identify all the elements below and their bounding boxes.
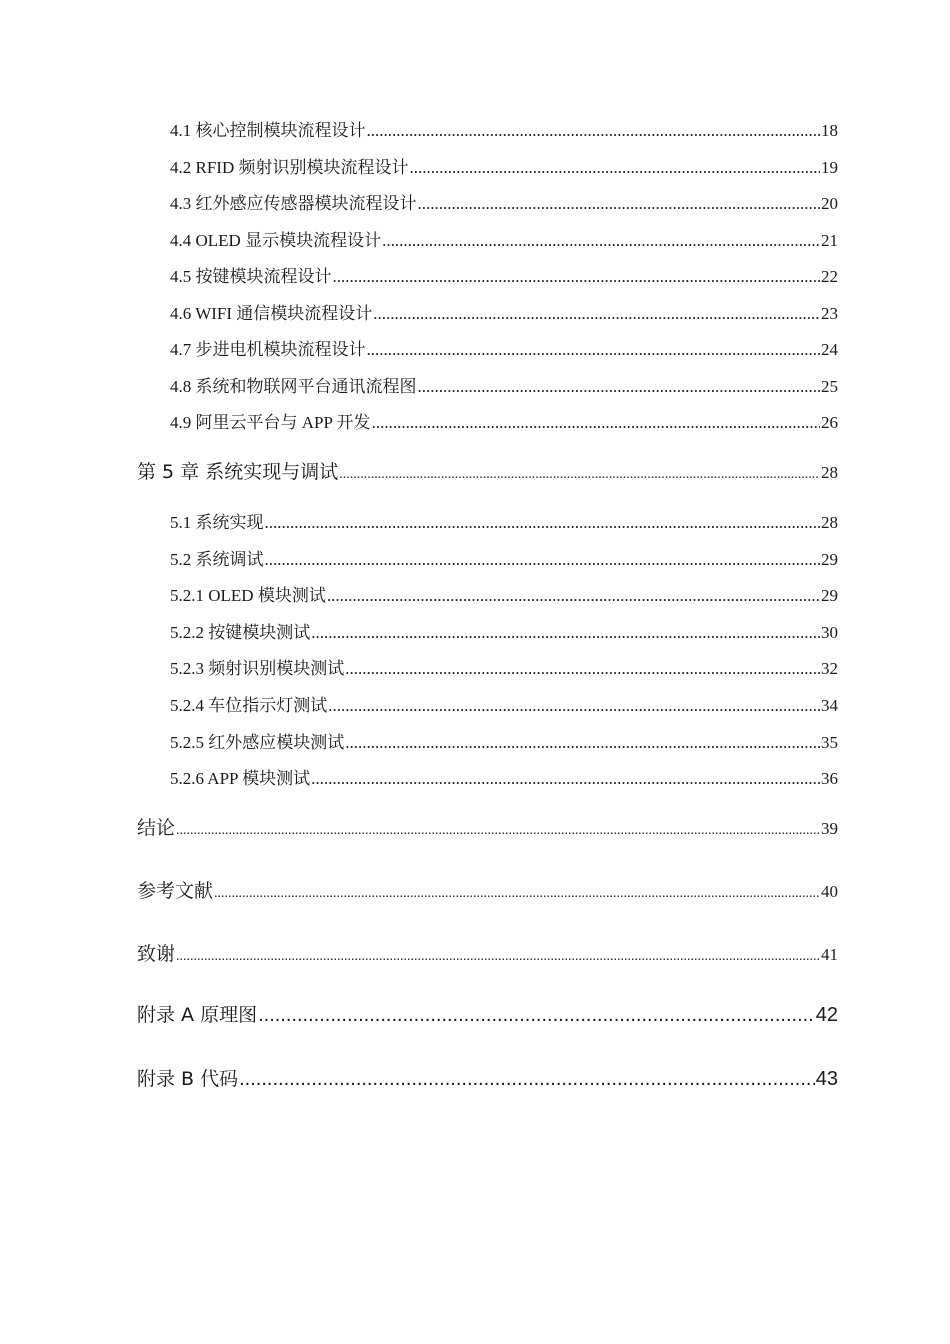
toc-entry-page: 28 xyxy=(821,513,838,532)
toc-entry-title: 4.4 OLED 显示模块流程设计 xyxy=(170,231,382,250)
toc-leader-dots xyxy=(373,304,820,324)
toc-entry-title: 4.1 核心控制模块流程设计 xyxy=(170,121,366,140)
toc-entry-page: 39 xyxy=(821,819,838,838)
toc-entry-acknowledgements[interactable] xyxy=(137,939,838,966)
toc-entry-4-2[interactable] xyxy=(170,153,838,178)
toc-entry-page: 34 xyxy=(821,696,838,715)
toc-entry-title: 4.7 步进电机模块流程设计 xyxy=(170,340,366,359)
toc-leader-dots xyxy=(339,467,820,483)
toc-entry-page: 24 xyxy=(821,340,838,359)
toc-entry-5-1[interactable] xyxy=(170,508,838,533)
toc-entry-title: 附录 A 原理图 xyxy=(137,1004,258,1026)
toc-entry-page: 41 xyxy=(821,945,838,964)
toc-entry-page: 36 xyxy=(821,769,838,788)
toc-leader-dots xyxy=(382,231,820,251)
toc-entry-title: 附录 B 代码 xyxy=(137,1068,239,1090)
toc-leader-dots xyxy=(418,377,821,397)
toc-entry-page: 25 xyxy=(821,377,838,396)
toc-entry-page: 18 xyxy=(821,121,838,140)
toc-entry-title: 5.2.5 红外感应模块测试 xyxy=(170,733,345,752)
toc-entry-4-7[interactable] xyxy=(170,335,838,360)
toc-entry-title: 结论 xyxy=(137,817,176,839)
toc-leader-dots xyxy=(239,1068,815,1091)
toc-entry-title: 致谢 xyxy=(137,943,176,965)
toc-leader-dots xyxy=(327,586,820,606)
toc-leader-dots xyxy=(333,267,821,287)
toc-entry-title: 5.2.6 APP 模块测试 xyxy=(170,769,311,788)
toc-entry-page: 30 xyxy=(821,623,838,642)
toc-leader-dots xyxy=(328,696,820,716)
toc-leader-dots xyxy=(345,659,820,679)
toc-leader-dots xyxy=(258,1004,815,1027)
toc-leader-dots xyxy=(176,823,820,839)
toc-entry-title: 4.6 WIFI 通信模块流程设计 xyxy=(170,304,373,323)
toc-entry-5-2[interactable] xyxy=(170,545,838,570)
toc-entry-page: 19 xyxy=(821,158,838,177)
toc-leader-dots xyxy=(372,413,820,433)
toc-entry-appendix-b[interactable] xyxy=(137,1064,838,1091)
toc-entry-4-3[interactable] xyxy=(170,189,838,214)
toc-entry-title: 5.2 系统调试 xyxy=(170,550,264,569)
toc-entry-appendix-a[interactable] xyxy=(137,1000,838,1027)
toc-entry-title: 4.5 按键模块流程设计 xyxy=(170,267,332,286)
toc-leader-dots xyxy=(265,550,821,570)
toc-entry-title: 4.9 阿里云平台与 APP 开发 xyxy=(170,413,371,432)
toc-entry-page: 20 xyxy=(821,194,838,213)
toc-entry-5-2-6[interactable] xyxy=(170,764,838,789)
toc-entry-chapter-5[interactable] xyxy=(137,457,838,484)
toc-entry-page: 21 xyxy=(821,231,838,250)
toc-entry-5-2-3[interactable] xyxy=(170,654,838,679)
toc-entry-title: 参考文献 xyxy=(137,880,214,902)
toc-entry-title: 第 5 章 系统实现与调试 xyxy=(137,461,339,483)
toc-entry-page: 23 xyxy=(821,304,838,323)
toc-entry-4-4[interactable] xyxy=(170,226,838,251)
toc-entry-title: 5.2.4 车位指示灯测试 xyxy=(170,696,328,715)
toc-entry-page: 22 xyxy=(821,267,838,286)
toc-entry-title: 5.2.2 按键模块测试 xyxy=(170,623,311,642)
toc-entry-page: 28 xyxy=(821,463,838,482)
toc-entry-title: 5.1 系统实现 xyxy=(170,513,264,532)
toc-leader-dots xyxy=(311,769,820,789)
toc-entry-title: 4.8 系统和物联网平台通讯流程图 xyxy=(170,377,417,396)
toc-leader-dots xyxy=(367,121,821,141)
toc-entry-page: 42 xyxy=(815,1004,838,1026)
toc-entry-4-1[interactable] xyxy=(170,116,838,141)
toc-entry-4-9[interactable] xyxy=(170,408,838,433)
toc-entry-5-2-4[interactable] xyxy=(170,691,838,716)
toc-leader-dots xyxy=(367,340,821,360)
toc-leader-dots xyxy=(409,158,820,178)
toc-entry-page: 43 xyxy=(815,1068,838,1090)
toc-entry-page: 40 xyxy=(821,882,838,901)
toc-leader-dots xyxy=(345,733,820,753)
toc-entry-5-2-5[interactable] xyxy=(170,728,838,753)
toc-entry-title: 5.2.1 OLED 模块测试 xyxy=(170,586,326,605)
toc-leader-dots xyxy=(214,886,820,902)
toc-entry-5-2-2[interactable] xyxy=(170,618,838,643)
toc-entry-page: 35 xyxy=(821,733,838,752)
toc-leader-dots xyxy=(311,623,820,643)
toc-entry-page: 32 xyxy=(821,659,838,678)
toc-entry-5-2-1[interactable] xyxy=(170,581,838,606)
toc-entry-page: 26 xyxy=(821,413,838,432)
toc-entry-conclusion[interactable] xyxy=(137,813,838,840)
toc-entry-page: 29 xyxy=(821,586,838,605)
toc-entry-references[interactable] xyxy=(137,876,838,903)
toc-entry-page: 29 xyxy=(821,550,838,569)
toc-entry-title: 5.2.3 频射识别模块测试 xyxy=(170,659,345,678)
toc-leader-dots xyxy=(418,194,821,214)
toc-entry-title: 4.3 红外感应传感器模块流程设计 xyxy=(170,194,417,213)
toc-entry-title: 4.2 RFID 频射识别模块流程设计 xyxy=(170,158,409,177)
toc-entry-4-5[interactable] xyxy=(170,262,838,287)
toc-leader-dots xyxy=(176,949,820,965)
toc-entry-4-6[interactable] xyxy=(170,299,838,324)
toc-leader-dots xyxy=(265,513,821,533)
toc-entry-4-8[interactable] xyxy=(170,372,838,397)
